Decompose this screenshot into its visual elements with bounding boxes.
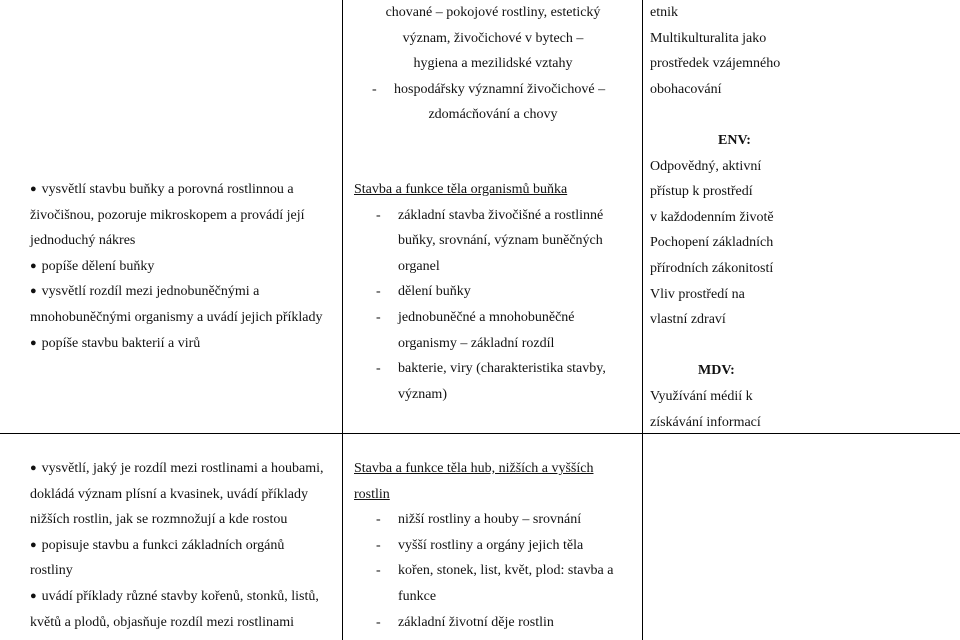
bullet-icon: ●: [30, 259, 37, 272]
bullet-icon: ●: [30, 538, 37, 551]
text-line: etnik: [650, 5, 678, 20]
text-line: organismy – základní rozdíl: [398, 335, 555, 351]
dash-marker: -: [376, 309, 381, 325]
text-line: vlastní zdraví: [650, 312, 726, 328]
text-line: Odpovědný, aktivní: [650, 158, 762, 174]
text-line: vyšší rostliny a orgány jejich těla: [398, 537, 584, 553]
text-line: uvádí příklady různé stavby kořenů, stonků, listů,: [41, 588, 319, 604]
table-border-middle-col: [642, 0, 643, 640]
text-line: hygiena a mezilidské vztahy: [413, 56, 573, 72]
top-middle-cell: [348, 0, 638, 128]
text-line: nižší rostliny a houby – srovnání: [398, 512, 582, 528]
row2-left-cell: [30, 177, 340, 356]
text-line: popíše stavbu bakterií a virů: [41, 335, 201, 351]
text-line: chované – pokojové rostliny, estetický: [385, 5, 601, 20]
text-line: Pochopení základních: [650, 235, 774, 251]
text-line: dělení buňky: [398, 284, 471, 300]
dash-marker: -: [376, 512, 381, 528]
table-border-left-col: [342, 0, 343, 640]
row3-left-cell: [30, 456, 340, 635]
dash-marker: -: [376, 207, 381, 223]
dash-marker: -: [372, 81, 377, 97]
section-heading: Stavba a funkce těla hub, nižších a vyšších: [354, 461, 594, 476]
bullet-icon: ●: [30, 462, 37, 474]
mdv-heading: MDV:: [698, 363, 735, 379]
text-line: jednobuněčné a mnohobuněčné: [398, 309, 575, 325]
text-line: Multikulturalita jako: [650, 30, 767, 46]
text-line: přístup k prostředí: [650, 184, 753, 200]
text-line: základní životní děje rostlin: [398, 614, 554, 630]
text-line: Vliv prostředí na: [650, 286, 745, 302]
text-line: hospodářsky významní živočichové –: [394, 81, 606, 97]
section-heading: Stavba a funkce těla organismů buňka: [354, 182, 568, 197]
section-heading: rostlin: [354, 486, 390, 502]
text-line: základní stavba živočišné a rostlinné: [398, 207, 604, 223]
text-line: dokládá význam plísní a kvasinek, uvádí příklady: [30, 486, 308, 502]
dash-marker: -: [376, 614, 381, 630]
bullet-icon: ●: [30, 183, 37, 195]
row2-middle-cell: [354, 177, 639, 407]
text-line: Využívání médií k: [650, 388, 753, 404]
text-line: vysvětlí rozdíl mezi jednobuněčnými a: [41, 284, 260, 300]
text-line: vysvětlí, jaký je rozdíl mezi rostlinami a houbami,: [41, 461, 324, 476]
text-line: jednoduchý nákres: [30, 233, 136, 249]
right-column-cell: [650, 0, 950, 435]
dash-marker: -: [376, 284, 381, 300]
dash-marker: -: [376, 563, 381, 579]
text-line: květů a plodů, objasňuje rozdíl mezi rostlinami: [30, 614, 294, 630]
text-line: prostředek vzájemného: [650, 56, 781, 72]
text-line: popíše dělení buňky: [41, 258, 155, 274]
dash-marker: -: [376, 361, 381, 377]
text-line: organel: [398, 258, 440, 274]
text-line: zdomácňování a chovy: [428, 107, 558, 123]
bullet-icon: ●: [30, 285, 37, 298]
text-line: popisuje stavbu a funkci základních orgánů: [41, 537, 285, 553]
dash-marker: -: [376, 537, 381, 553]
text-line: nižších rostlin, jak se rozmnožují a kde rostou: [30, 512, 288, 528]
row3-middle-cell: [354, 456, 639, 635]
text-line: význam): [398, 386, 447, 402]
text-line: rostliny: [30, 563, 73, 579]
text-line: živočišnou, pozoruje mikroskopem a provádí její: [30, 207, 305, 223]
text-line: přírodních zákonitostí: [650, 260, 774, 276]
text-line: buňky, srovnání, význam buněčných: [398, 233, 603, 249]
text-line: obohacování: [650, 81, 722, 97]
bullet-icon: ●: [30, 589, 37, 602]
text-line: význam, živočichové v bytech –: [402, 30, 584, 46]
text-line: bakterie, viry (charakteristika stavby,: [398, 361, 606, 377]
text-line: mnohobuněčnými organismy a uvádí jejich příklady: [30, 309, 323, 325]
text-line: v každodenním životě: [650, 209, 774, 225]
text-line: získávání informací: [650, 414, 761, 430]
text-line: kořen, stonek, list, květ, plod: stavba a: [398, 563, 614, 579]
text-line: vysvětlí stavbu buňky a porovná rostlinnou a: [41, 182, 294, 197]
bullet-icon: ●: [30, 336, 37, 349]
text-line: funkce: [398, 588, 437, 604]
env-heading: ENV:: [718, 132, 751, 148]
